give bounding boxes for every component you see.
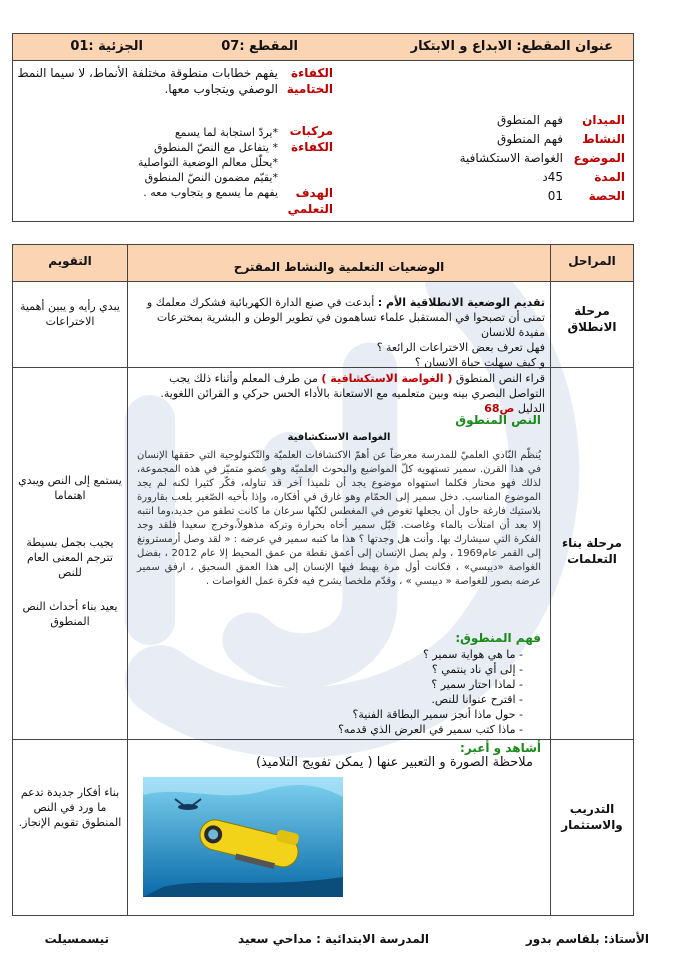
eval-listen: يستمع إلى النص ويبدي اهتماما [18, 474, 122, 502]
passage-text: يُنظّم النّادي العلميّ للمدرسة معرضاً عن أهمّ الاكتشافات العلميّة والتّكنولوجية التي حققها الإنسان في هذا القرن. سمير تستهويه كلّ المواضيع والبحوث العلميّة وهو عضو متميّز في هذه المجموعة، لذلك فهو محتار فكلما استهواه موضوع يجد أن تلميذا آخر قد تناوله، فكّر كثيرا لكنه لم يجد الموضوع المناسب. دخل سمير إلى الحمّام وهو غارق في أفكاره، وإذا بأخيه الصّغير يلعب بقارورة بلاستيك فارغة حاول أن يجعلها تغوص في المغطس لكنّها سرعان ما كانت تطفو من جديد،وما انتبه إلا بعد أن امتلأت بالماء وغاصت. قبّل سمير أخاه بحرارة وتركه مذهولاً،وخرج سعيدا فلقد وجد الفكرة التي سيشارك بها. وأنت هل وجدتها ؟ هذا ما كتبه سمير في عرضه : « لقد وصل أرمسترونغ إلى القمر عام1969 ، ولم يصل الإنسان إلى أعمق نقطة من عمق المحيط إلا عام 2012 ، بفضل الغواصة «ديبسي» ، فكانت أول مرة يهبط فيها الإنسان إلى هذا العمق السحيق ، ارفق سمير عرضه بصور للغواصة « ديبسي » ، وقدّم ملخصا يشرح فيه فكرة عمل الغواصات . [137, 450, 542, 587]
lesson-info [12, 60, 634, 222]
field-label: الميدان [582, 113, 625, 127]
launch-lead: تقديم الوضعية الانطلاقية الأم : [377, 296, 545, 309]
objective-label: الهدف التعلمي [287, 186, 333, 216]
guide-label: الدليل [517, 402, 545, 415]
eval-answer: يجيب بجمل بسيطة تترجم المعنى العام للنص [26, 536, 114, 579]
text-heading: النص المنطوق [455, 413, 541, 427]
lesson-meta [325, 111, 625, 206]
col-header-activities: الوضعيات التعلمية والنشاط المقترح [233, 260, 445, 274]
question-item: - حول ماذا أنجز سمير البطاقة الفنية؟ [263, 707, 523, 722]
lesson-header [12, 33, 634, 61]
field-value: فهم المنطوق [497, 113, 563, 127]
stage-launch: مرحلة الانطلاق [567, 304, 617, 334]
component-item: *يقيّم مضمون النصّ المنطوق [144, 171, 278, 184]
component-item: *يردّ استجابة لما يسمع [174, 126, 278, 139]
question-item: - ما هي هواية سمير ؟ [263, 647, 523, 662]
stage-practice: التدريب والاستثمار [561, 802, 623, 832]
launch-question: فهل تعرف بعض الاختراعات الرائعة ؟ [376, 341, 545, 354]
practice-heading: أشاهد و أعبر: [460, 741, 541, 755]
col-header-stages: المراحل [568, 254, 616, 268]
col-header-evaluation: التقويم [48, 254, 92, 268]
question-item: - ماذا كتب سمير في العرض الذي قدمه؟ [263, 722, 523, 737]
question-item: - إلى أي ناد ينتمي ؟ [263, 662, 523, 677]
eval-launch: يبدي رأيه و يبين أهمية الاختراعات [20, 300, 120, 328]
activity-value: فهم المنطوق [497, 132, 563, 146]
launch-text: أبدعت في صنع الدارة الكهربائية فشكرك معلمك و تمنى أن تصبحوا في المستقبل علماء تساهمون في تطوير الوطن و البشرية بمخترعات مفيدة للانسان [146, 296, 545, 339]
city-name: تيسمسيلت [44, 932, 109, 946]
activity-label: النشاط [582, 132, 625, 146]
duration-label: المدة [594, 170, 625, 184]
sequence-title: عنوان المقطع: الابداع و الابتكار [410, 39, 613, 54]
session-label: الحصة [588, 189, 625, 203]
eval-retell: يعيد بناء أحداث النص المنطوق [22, 600, 118, 628]
final-competence-text: يفهم خطابات منطوقة مختلفة الأنماط، لا سيما النمط الوصفي ويتجاوب معها. [17, 66, 278, 96]
teacher-name: الأستاذ: بلقاسم بدور [525, 932, 649, 946]
reading-pre: قراء النص المنطوق [455, 372, 545, 385]
reading-post: من طرف المعلم وأثناء ذلك يجب التواصل البصري بينه وبين متعلميه مع الاستعانة بالأداء الحس حركي و القرائن اللغوية. [160, 372, 545, 400]
guide-page: ص68 [484, 402, 515, 415]
reading-title: ( الغواصة الاستكشافية ) [321, 372, 453, 385]
components-label: مركبات الكفاءة [289, 124, 333, 154]
lesson-table [12, 244, 634, 916]
comprehension-heading: فهم المنطوق: [455, 631, 541, 645]
question-item: - اقترح عنوانا للنص. [263, 692, 523, 707]
sequence-number: المقطع :07 [221, 39, 298, 54]
stage-building: مرحلة بناء التعلمات [562, 536, 622, 566]
passage-title: الغواصة الاستكشافية [287, 432, 391, 443]
question-item: - لماذا احتار سمير ؟ [263, 677, 523, 692]
launch-situation [133, 295, 545, 370]
component-item: *يحلّل معالم الوضعية التواصلية [138, 156, 278, 169]
session-value: 01 [547, 189, 563, 203]
school-name: المدرسة الابتدائية : مداحي سعيد [238, 932, 429, 946]
eval-practice: بناء أفكار جديدة تدعم ما ورد في النص المنطوق تقويم الإنجاز. [18, 786, 122, 829]
objective-text: يفهم ما يسمع و يتجاوب معه . [143, 186, 278, 199]
practice-instruction: ملاحظة الصورة و التعبير عنها ( يمكن تفويج التلاميذ) [255, 755, 533, 770]
reading-instruction [133, 371, 545, 416]
components-list [18, 125, 278, 200]
topic-label: الموضوع [573, 151, 625, 165]
launch-question: و كيف سهلت حياة الانسان ؟ [414, 356, 545, 369]
duration-value: 45د [542, 170, 563, 184]
final-competence-label: الكفاءة الختامية [286, 66, 333, 96]
submarine-image [143, 777, 343, 897]
comprehension-questions [263, 647, 537, 737]
topic-value: الغواصة الاستكشافية [459, 151, 563, 165]
component-item: * يتفاعل مع النصّ المنطوق [154, 141, 278, 154]
part-number: الجزئية :01 [70, 39, 143, 54]
